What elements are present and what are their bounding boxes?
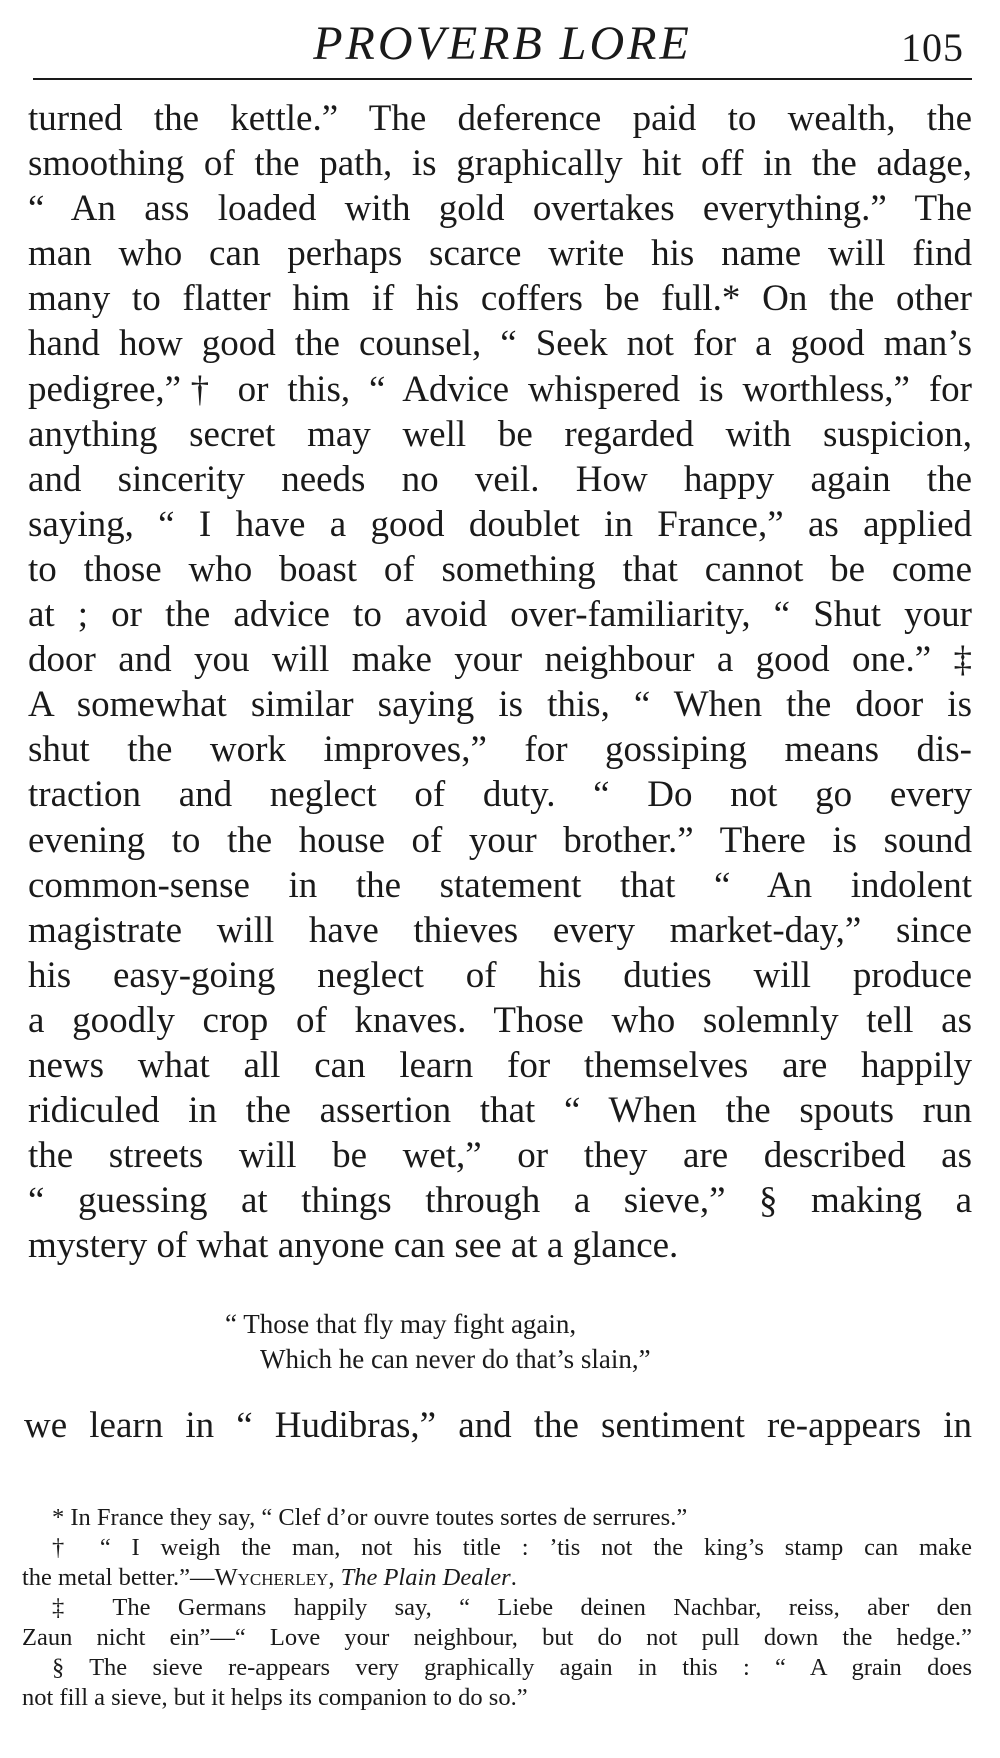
text-line: hand how good the counsel, “ Seek not for a good man’s: [28, 323, 972, 365]
footnote-1: * In France they say, “ Clef d’or ouvre toutes sortes de serrures.”: [52, 1504, 688, 1531]
text-line: “ An ass loaded with gold overtakes everything.” The: [28, 188, 972, 230]
text-line: saying, “ I have a good doublet in France,” as applied: [28, 503, 972, 545]
footnote-3: ‡ The Germans happily say, “ Liebe deinen Nachbar, reiss, aber den: [52, 1594, 972, 1621]
footnote-work-title: The Plain Dealer: [340, 1564, 511, 1591]
text-line: a goodly crop of knaves. Those who solemnly tell as: [28, 999, 972, 1041]
text-line: shut the work improves,” for gossiping means dis-: [28, 729, 972, 771]
text-line: his easy-going neglect of his duties will produce: [28, 954, 972, 996]
footnote-text: the metal better.”—: [22, 1564, 215, 1591]
footnote-author: Wycherley: [214, 1564, 329, 1591]
text-line: anything secret may well be regarded with suspicion,: [28, 413, 972, 455]
text-line: A somewhat similar saying is this, “ When the door is: [28, 684, 972, 726]
continuation-paragraph: [24, 1403, 972, 1448]
page-number: 105: [901, 25, 964, 70]
verse-line: “ Those that fly may fight again,: [225, 1309, 577, 1339]
text-line: and sincerity needs no veil. How happy again the: [28, 458, 972, 500]
verse-line: Which he can never do that’s slain,”: [260, 1344, 651, 1374]
text-line: the streets will be wet,” or they are described as: [28, 1135, 972, 1177]
text-line: many to flatter him if his coffers be full.* On the other: [28, 278, 972, 320]
text-line: turned the kettle.” The deference paid to wealth, the: [28, 98, 972, 139]
text-line: door and you will make your neighbour a good one.” ‡: [28, 639, 972, 681]
text-line: to those who boast of something that cannot be come: [28, 548, 972, 590]
running-title: PROVERB LORE: [313, 17, 692, 70]
header-rule: [33, 78, 972, 80]
footnote-separator: ,: [328, 1564, 341, 1591]
text-line: magistrate will have thieves every market-day,” since: [28, 909, 972, 951]
body-paragraph: [28, 96, 972, 1268]
text-line: at ; or the advice to avoid over-familiarity, “ Shut your: [28, 594, 972, 636]
text-line: common-sense in the statement that “ An indolent: [28, 864, 972, 906]
page-header: [33, 14, 972, 74]
text-line: traction and neglect of duty. “ Do not go every: [28, 774, 972, 816]
text-line: ridiculed in the assertion that “ When the spouts run: [28, 1090, 972, 1132]
text-line: man who can perhaps scarce write his name will find: [28, 233, 972, 275]
footnote-end: .: [510, 1564, 517, 1591]
footnote-4: § The sieve re-appears very graphically again in this : “ A grain does: [52, 1654, 972, 1681]
footnote-3-continued: Zaun nicht ein”—“ Love your neighbour, but do not pull down the hedge.”: [22, 1624, 972, 1651]
text-line: mystery of what anyone can see at a glance.: [28, 1225, 679, 1267]
footnote-4-continued: not fill a sieve, but it helps its companion to do so.”: [22, 1684, 528, 1711]
text-line: “ guessing at things through a sieve,” § making a: [28, 1180, 972, 1222]
text-line: evening to the house of your brother.” There is sound: [28, 819, 972, 861]
text-line: smoothing of the path, is graphically hit off in the adage,: [28, 143, 972, 185]
footnotes: [22, 1503, 972, 1713]
footnote-2: † “ I weigh the man, not his title : ’tis not the king’s stamp can make: [52, 1534, 972, 1561]
text-line: news what all can learn for themselves are happily: [28, 1044, 972, 1086]
text-line: pedigree,”† or this, “ Advice whispered is worthless,” for: [28, 368, 972, 410]
footnote-2-continued: [22, 1563, 972, 1593]
text-line: we learn in “ Hudibras,” and the sentiment re-appears in: [24, 1405, 972, 1446]
